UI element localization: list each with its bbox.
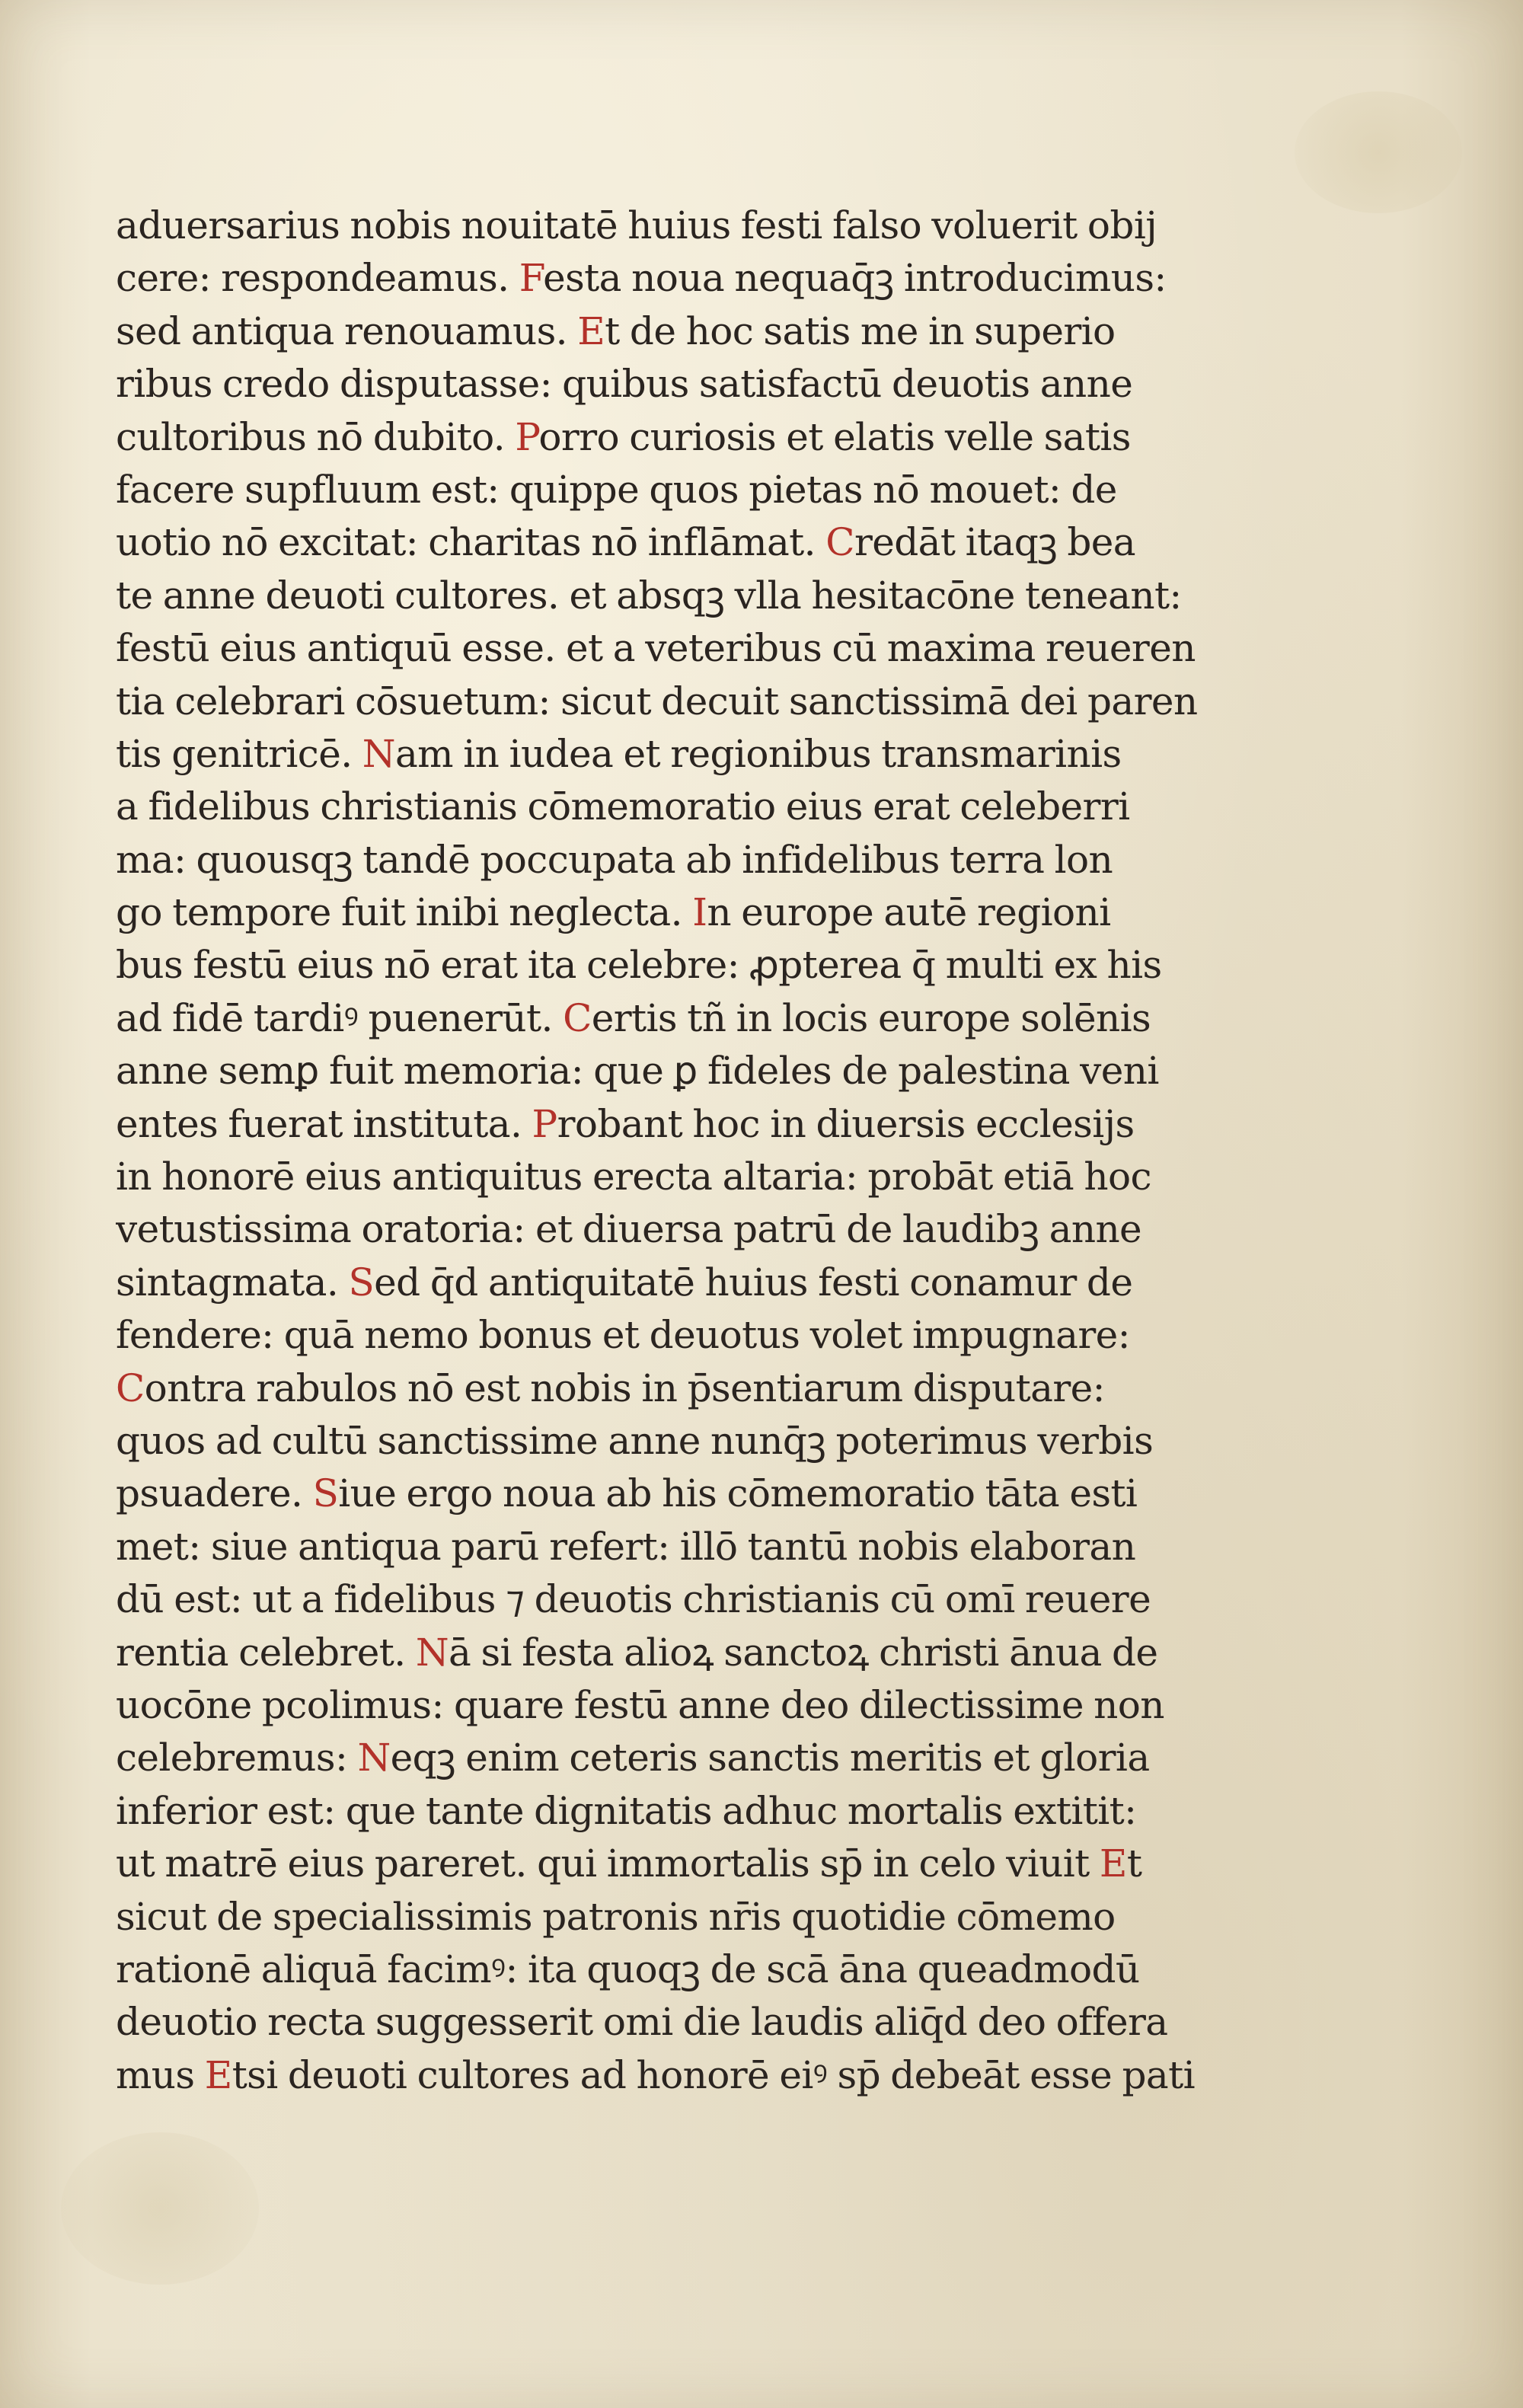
rubricated-initial: C (563, 995, 592, 1040)
text-column (116, 200, 1235, 2102)
line-text: sed antiqua renouamus. (116, 308, 578, 353)
line-text: t (1126, 1841, 1142, 1886)
line-text: deuotio recta suggesserit omi die laudis aliq̄d deo offera (116, 2000, 1168, 2045)
line-text: orro curiosis et elatis velle satis (538, 414, 1131, 459)
rubricated-initial: P (532, 1101, 557, 1146)
text-line (116, 305, 1235, 358)
line-text: tia celebrari cōsuetum: sicut decuit sanctissimā dei paren (116, 679, 1198, 723)
line-text: sintagmata. (116, 1260, 349, 1305)
rubricated-initial: N (415, 1630, 449, 1675)
text-line (116, 886, 1235, 939)
line-text: t de hoc satis me in superio (605, 308, 1116, 353)
line-text: anne semꝑ fuit memoria: que ꝑ fideles de palestina veni (116, 1049, 1159, 1094)
line-text: fendere: quā nemo bonus et deuotus volet impugnare: (116, 1313, 1130, 1358)
text-line (116, 1257, 1235, 1309)
line-text: facere supfluum est: quippe quos pietas nō mouet: de (116, 467, 1117, 512)
rubricated-initial: E (1099, 1841, 1127, 1886)
line-text: iue ergo noua ab his cōmemoratio tāta esti (338, 1471, 1138, 1516)
line-text: ed q̄d antiquitatē huius festi conamur de (374, 1260, 1133, 1305)
line-text: go tempore fuit inibi neglecta. (116, 890, 693, 935)
line-text: dū est: ut a fidelibus ⁊ deuotis christianis cū omī reuere (116, 1577, 1151, 1622)
line-text: ā si festa alioꝝ sanctoꝝ christi ānua de (449, 1630, 1158, 1675)
text-line (116, 1732, 1235, 1784)
line-text: tis genitricē. (116, 731, 362, 776)
text-line (116, 1785, 1235, 1838)
rubricated-initial: N (357, 1736, 391, 1780)
text-line (116, 728, 1235, 781)
line-text: sicut de specialissimis patronis nr̄is quotidie cōmemo (116, 1894, 1116, 1939)
line-text: esta noua nequaq̄ꝫ introducimus: (543, 256, 1167, 301)
text-line (116, 358, 1235, 410)
line-text: robant hoc in diuersis ecclesijs (557, 1101, 1135, 1146)
line-text: inferior est: que tante dignitatis adhuc mortalis extitit: (116, 1788, 1137, 1833)
line-text: cultoribus nō dubito. (116, 414, 516, 459)
text-line (116, 1996, 1235, 2049)
line-text: bus festū eius nō erat ita celebre: ꝓpterea q̄ multi ex his (116, 943, 1162, 988)
rubricated-initial: C (116, 1365, 145, 1410)
rubricated-initial: F (519, 256, 544, 301)
line-text: am in iudea et regionibus transmarinis (394, 731, 1122, 776)
line-text: eqꝫ enim ceteris sanctis meritis et gloria (390, 1736, 1150, 1780)
line-text: quos ad cultū sanctissime anne nunq̄ꝫ poterimus verbis (116, 1418, 1154, 1463)
text-line (116, 464, 1235, 516)
paper-stain (1295, 91, 1462, 213)
line-text: ma: quousqꝫ tandē poccupata ab infidelibus terra lon (116, 837, 1113, 882)
line-text: te anne deuoti cultores. et absqꝫ vlla hesitacōne teneant: (116, 573, 1182, 618)
text-line (116, 834, 1235, 886)
text-line (116, 1203, 1235, 1256)
line-text: ertis tñ in locis europe solēnis (591, 995, 1151, 1040)
line-text: rentia celebret. (116, 1630, 416, 1675)
text-line (116, 1362, 1235, 1415)
line-text: mus (116, 2052, 205, 2097)
text-line (116, 675, 1235, 728)
rubricated-initial: P (515, 414, 539, 459)
text-line (116, 1679, 1235, 1732)
rubricated-initial: S (348, 1260, 375, 1305)
text-line (116, 781, 1235, 833)
text-line (116, 992, 1235, 1045)
text-line (116, 1309, 1235, 1362)
line-text: tsi deuoti cultores ad honorē eiꝰ sp̄ debeāt esse pati (231, 2052, 1195, 2097)
line-text: in honorē eius antiquitus erecta altaria: probāt etiā hoc (116, 1154, 1151, 1199)
text-line (116, 200, 1235, 252)
rubricated-initial: C (825, 520, 854, 565)
text-line (116, 622, 1235, 675)
line-text: cere: respondeamus. (116, 256, 519, 301)
text-line (116, 2049, 1235, 2102)
text-line (116, 1045, 1235, 1097)
rubricated-initial: E (577, 308, 605, 353)
line-text: festū eius antiquū esse. et a veteribus cū maxima reueren (116, 626, 1196, 671)
text-line (116, 252, 1235, 305)
text-line (116, 1943, 1235, 1996)
text-line (116, 1627, 1235, 1679)
line-text: uotio nō excitat: charitas nō inflāmat. (116, 520, 826, 565)
text-line (116, 1838, 1235, 1890)
line-text: ribus credo disputasse: quibus satisfactū deuotis anne (116, 362, 1133, 407)
line-text: ut matrē eius pareret. qui immortalis sp̄ in celo viuit (116, 1841, 1100, 1886)
line-text: n europe autē regioni (707, 890, 1111, 935)
text-line (116, 1467, 1235, 1520)
paper-stain (61, 2132, 259, 2285)
line-text: a fidelibus christianis cōmemoratio eius erat celeberri (116, 784, 1130, 829)
line-text: entes fuerat instituta. (116, 1101, 532, 1146)
text-line (116, 516, 1235, 569)
line-text: psuadere. (116, 1471, 313, 1516)
text-line (116, 939, 1235, 992)
line-text: redāt itaqꝫ bea (854, 520, 1135, 565)
line-text: uocōne pcolimus: quare festū anne deo dilectissime non (116, 1682, 1164, 1727)
line-text: aduersarius nobis nouitatē huius festi falso voluerit obij (116, 203, 1157, 248)
text-line (116, 411, 1235, 464)
rubricated-initial: S (312, 1471, 339, 1516)
rubricated-initial: N (362, 731, 395, 776)
line-text: ontra rabulos nō est nobis in p̄sentiarum disputare: (144, 1365, 1105, 1410)
text-line (116, 1521, 1235, 1573)
line-text: vetustissima oratoria: et diuersa patrū de laudibꝫ anne (116, 1207, 1142, 1252)
line-text: ad fidē tardiꝰ puenerūt. (116, 995, 564, 1040)
line-text: rationē aliquā facimꝰ: ita quoqꝫ de scā āna queadmodū (116, 1947, 1140, 1991)
line-text: celebremus: (116, 1736, 358, 1780)
text-line (116, 570, 1235, 622)
rubricated-initial: I (692, 890, 707, 935)
text-line (116, 1151, 1235, 1203)
text-line (116, 1415, 1235, 1467)
rubricated-initial: E (204, 2052, 232, 2097)
line-text: met: siue antiqua parū refert: illō tantū nobis elaboran (116, 1524, 1136, 1569)
text-line (116, 1573, 1235, 1626)
text-line (116, 1891, 1235, 1943)
text-line (116, 1098, 1235, 1151)
